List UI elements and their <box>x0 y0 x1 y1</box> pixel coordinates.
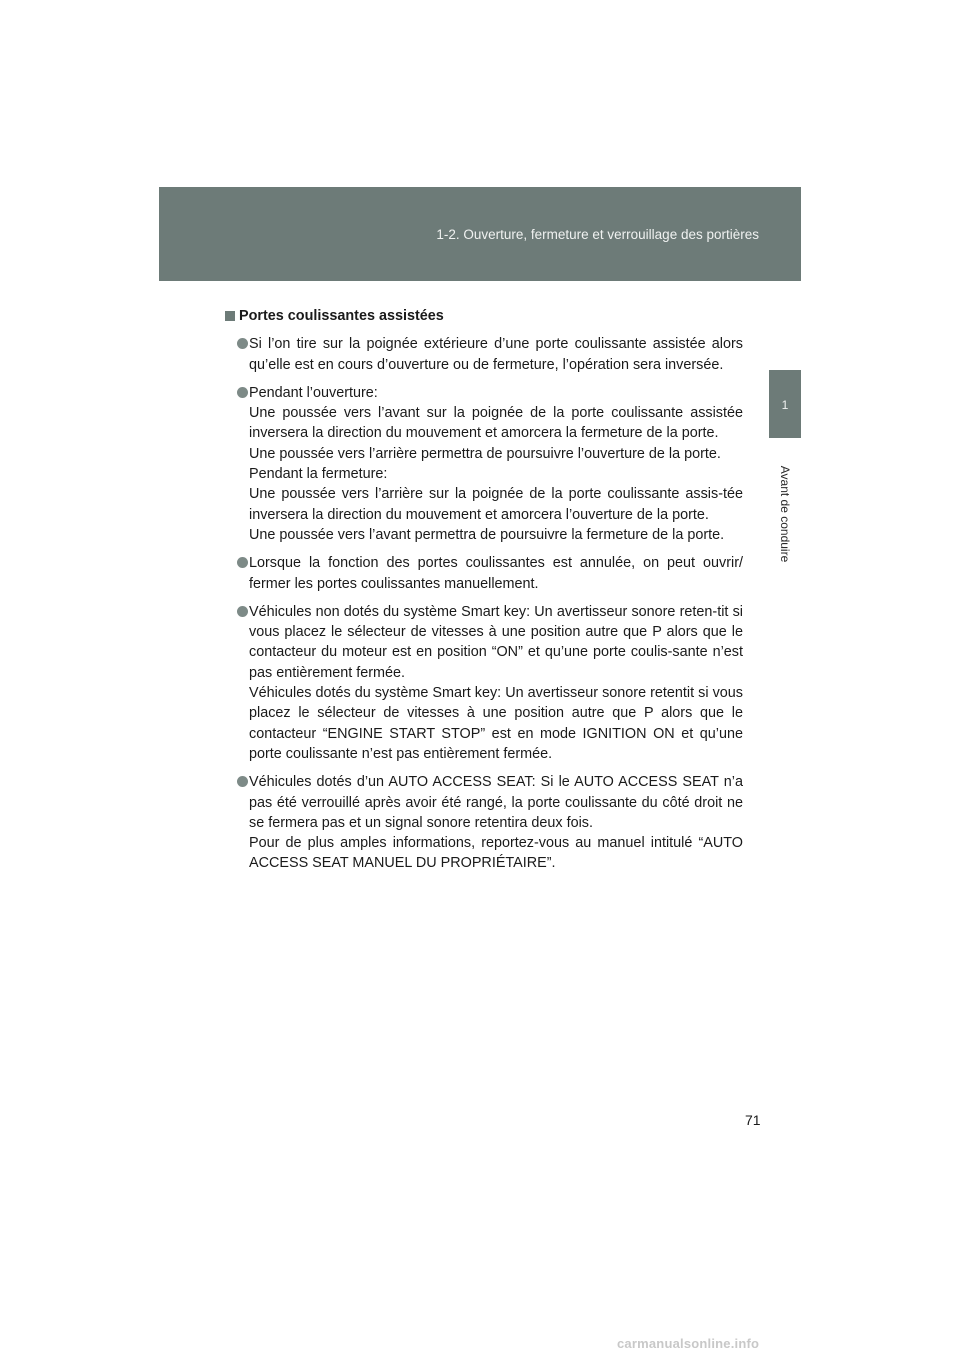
bullet-item <box>225 383 743 545</box>
bullet-list <box>225 334 743 873</box>
circle-bullet-icon <box>237 557 248 568</box>
section-heading-text: Portes coulissantes assistées <box>239 308 444 324</box>
circle-bullet-icon <box>237 338 248 349</box>
chapter-number: 1 <box>781 398 789 412</box>
bullet-item <box>225 553 743 594</box>
section-heading <box>225 306 743 326</box>
bullet-paragraph: Si l’on tire sur la poignée extérieure d’une porte coulissante assistée alors qu’elle est en cours d’ouverture ou de fermeture, l’opération sera inversée. <box>249 336 743 373</box>
bullet-paragraph: Une poussée vers l’arrière permettra de poursuivre l’ouverture de la porte. <box>249 445 721 462</box>
bullet-paragraph: Pendant l’ouverture: <box>249 384 378 401</box>
square-bullet-icon <box>225 311 235 321</box>
circle-bullet-icon <box>237 776 248 787</box>
bullet-paragraph: Une poussée vers l’avant permettra de poursuivre la fermeture de la porte. <box>249 526 725 543</box>
bullet-item <box>225 334 743 375</box>
bullet-paragraph: Une poussée vers l’avant sur la poignée de la porte coulissante assistée inversera la direction du mouvement et amorcera la fermeture de la porte. <box>249 405 743 442</box>
header-band <box>159 187 801 281</box>
bullet-item <box>225 772 743 873</box>
chapter-label: Avant de conduire <box>778 465 792 563</box>
main-content <box>225 306 743 882</box>
chapter-tab <box>769 370 801 438</box>
bullet-paragraph: Véhicules non dotés du système Smart key: Un avertisseur sonore reten-tit si vous placez le sélecteur de vitesses à une position autre que P alors que le contacteur du moteur est en position “ON” et qu’une porte coulis-sante n’est pas entièrement fermée. <box>249 603 743 681</box>
page-number: 71 <box>745 1112 761 1128</box>
bullet-paragraph: Lorsque la fonction des portes coulissantes est annulée, on peut ouvrir/ fermer les portes coulissantes manuellement. <box>249 555 743 592</box>
section-header-title: 1-2. Ouverture, fermeture et verrouillage des portières <box>436 227 759 242</box>
watermark: carmanualsonline.info <box>617 1336 760 1351</box>
bullet-paragraph: Une poussée vers l’arrière sur la poignée de la porte coulissante assis-tée inversera la direction du mouvement et amorcera l’ouverture de la porte. <box>249 486 743 523</box>
bullet-paragraph: Véhicules dotés du système Smart key: Un avertisseur sonore retentit si vous placez le sélecteur de vitesses à une position autre que P alors que le contacteur “ENGINE START STOP” est en mode IGNITION ON et qu’une porte coulissante n’est pas entièrement fermée. <box>249 685 743 762</box>
circle-bullet-icon <box>237 387 248 398</box>
bullet-paragraph: Pour de plus amples informations, reportez-vous au manuel intitulé “AUTO ACCESS SEAT MANUEL DU PROPRIÉTAIRE”. <box>249 835 743 872</box>
bullet-paragraph: Véhicules dotés d’un AUTO ACCESS SEAT: Si le AUTO ACCESS SEAT n’a pas été verrouillé après avoir été rangé, la porte coulissante du côté droit ne se fermera pas et un signal sonore retentira deux fois. <box>249 774 743 831</box>
bullet-item <box>225 602 743 764</box>
circle-bullet-icon <box>237 606 248 617</box>
bullet-paragraph: Pendant la fermeture: <box>249 466 388 483</box>
